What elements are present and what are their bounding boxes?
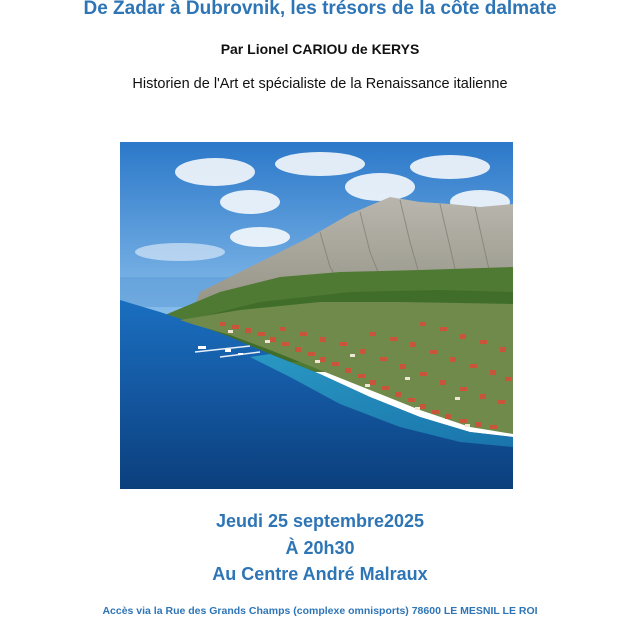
event-time: À 20h30 (285, 538, 355, 558)
author-subtitle: Historien de l'Art et spécialiste de la Renaissance italienne (132, 76, 508, 92)
event-venue: Au Centre André Malraux (212, 564, 428, 584)
event-date: Jeudi 25 septembre2025 (215, 511, 425, 531)
access-info: Accès via la Rue des Grands Champs (complexe omnisports) 78600 LE MESNIL LE ROI (102, 605, 538, 617)
coastal-town-photo (120, 142, 513, 489)
author-line: Par Lionel CARIOU de KERYS (220, 41, 420, 57)
page-title: De Zadar à Dubrovnik, les trésors de la côte dalmate (83, 0, 557, 19)
